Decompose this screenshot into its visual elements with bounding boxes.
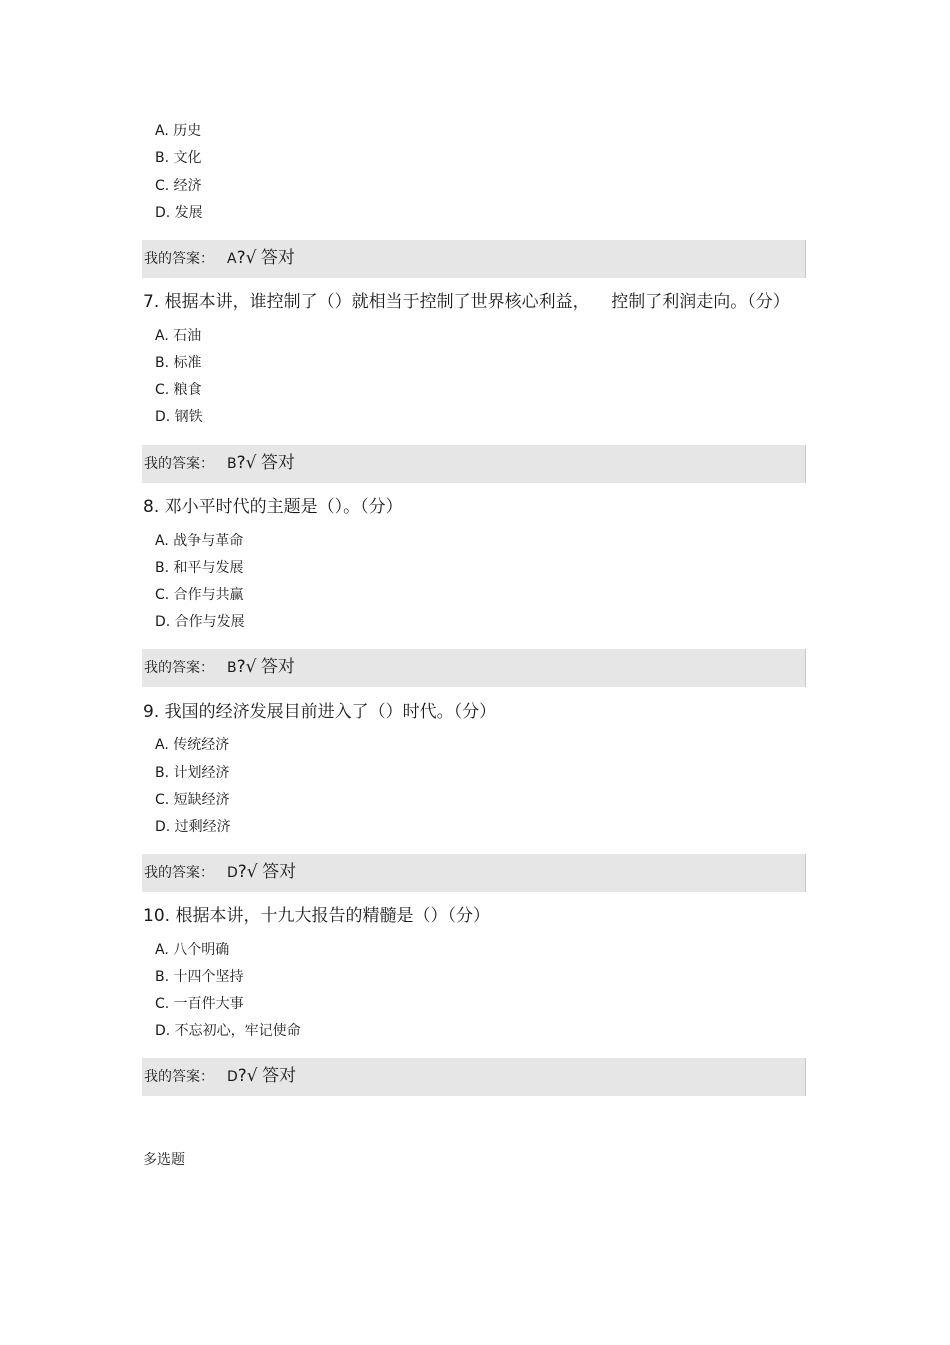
option-a: A. 八个明确 [155, 942, 230, 958]
option-b: B. 和平与发展 [155, 560, 244, 576]
option-c: C. 经济 [155, 178, 202, 194]
answer-result: 答对 [260, 657, 295, 677]
option-b: B. 文化 [155, 150, 202, 166]
answer-choice: B [227, 660, 237, 676]
option-a: A. 石油 [155, 328, 202, 344]
option-c: C. 合作与共赢 [155, 587, 244, 603]
answer-mark: ?√ [237, 862, 258, 882]
answer-value [227, 656, 295, 679]
answer-label: 我的答案： [144, 660, 214, 676]
option-d: D. 钢铁 [155, 409, 203, 425]
answer-mark: ?√ [237, 1066, 258, 1086]
answer-value [227, 247, 295, 270]
option-b: B. 十四个坚持 [155, 969, 244, 985]
answer-mark: ?√ [236, 248, 257, 268]
answer-label: 我的答案： [144, 456, 214, 472]
option-c: C. 一百件大事 [155, 996, 244, 1012]
answer-label: 我的答案： [144, 251, 214, 267]
option-d: D. 不忘初心，牢记使命 [155, 1023, 301, 1039]
option-d: D. 发展 [155, 205, 203, 221]
answer-mark: ?√ [236, 453, 257, 473]
question-7-title: 7. 根据本讲，谁控制了（）就相当于控制了世界核心利益， 控制了利润走向。（分） [143, 292, 790, 312]
question-8-title: 8. 邓小平时代的主题是（）。（分） [143, 497, 403, 517]
answer-choice: B [227, 456, 237, 472]
answer-box [142, 445, 806, 483]
answer-result: 答对 [260, 453, 295, 473]
answer-choice: A [227, 251, 237, 267]
question-10-title: 10. 根据本讲，十九大报告的精髓是（）（分） [143, 906, 490, 926]
option-a: A. 历史 [155, 123, 202, 139]
option-c: C. 短缺经济 [155, 792, 230, 808]
answer-mark: ?√ [236, 657, 257, 677]
answer-result: 答对 [262, 1066, 297, 1086]
answer-box [142, 854, 806, 892]
option-b: B. 计划经济 [155, 765, 230, 781]
answer-result: 答对 [260, 248, 295, 268]
answer-result: 答对 [262, 862, 297, 882]
option-d: D. 合作与发展 [155, 614, 245, 630]
option-d: D. 过剩经济 [155, 819, 231, 835]
option-b: B. 标准 [155, 355, 202, 371]
option-c: C. 粮食 [155, 382, 202, 398]
option-a: A. 战争与革命 [155, 533, 244, 549]
question-9-title: 9. 我国的经济发展目前进入了（）时代。（分） [143, 702, 497, 722]
answer-value [227, 1065, 296, 1088]
answer-choice: D [227, 865, 238, 881]
answer-label: 我的答案： [144, 1069, 214, 1085]
section-title-multiple-choice: 多选题 [143, 1152, 185, 1168]
option-a: A. 传统经济 [155, 737, 230, 753]
answer-box [142, 649, 806, 687]
answer-label: 我的答案： [144, 865, 214, 881]
answer-box [142, 240, 806, 278]
answer-value [227, 861, 296, 884]
answer-box [142, 1058, 806, 1096]
answer-choice: D [227, 1069, 238, 1085]
answer-value [227, 452, 295, 475]
